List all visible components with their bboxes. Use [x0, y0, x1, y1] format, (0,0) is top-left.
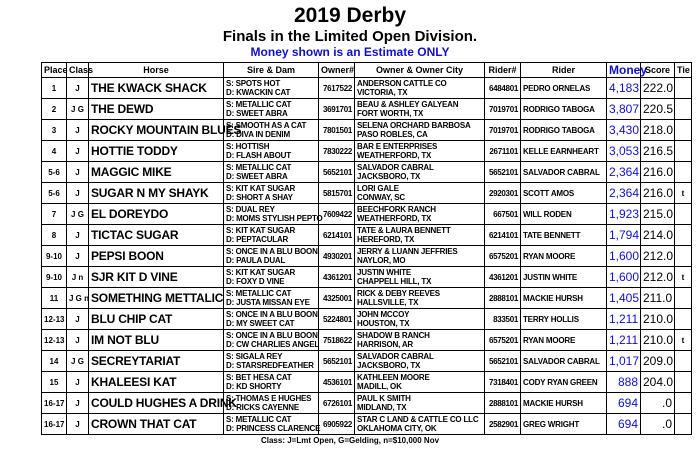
sire-dam-cell-dam: D: SHORT A SHAY — [226, 193, 293, 202]
score-cell: 212.0 — [641, 246, 675, 267]
sire-dam-cell-dam: D: PRINCESS CLARENCE — [226, 424, 321, 433]
sire-dam-cell-dam: D: JUSTA MISSAN EYE — [226, 298, 310, 307]
horse-cell: CROWN THAT CAT — [89, 414, 224, 435]
tie-cell — [675, 393, 692, 414]
table-row — [42, 288, 692, 309]
horse-cell: BLU CHIP CAT — [89, 309, 224, 330]
money-cell: 1,794 — [607, 225, 641, 246]
rider-num-cell: 6214101 — [485, 225, 521, 246]
sire-dam-cell — [224, 246, 319, 267]
rider-cell: SALVADOR CABRAL — [521, 351, 607, 372]
owner-city-cell — [355, 393, 485, 414]
place-cell: 14 — [42, 351, 67, 372]
table-row — [42, 204, 692, 225]
owner-num-cell: 6726101 — [319, 393, 355, 414]
tie-cell — [675, 414, 692, 435]
rider-num-cell: 2582901 — [485, 414, 521, 435]
owner-city-cell-owner: SELENA ORCHARD BARBOSA — [357, 121, 471, 130]
score-cell: 220.5 — [641, 99, 675, 120]
owner-num-cell: 5652101 — [319, 162, 355, 183]
horse-cell: SJR KIT D VINE — [89, 267, 224, 288]
sire-dam-cell-dam: D: DIVA IN DENIM — [226, 130, 290, 139]
rider-num-cell: 5652101 — [485, 351, 521, 372]
owner-city-cell-owner: BEAU & ASHLEY GALYEAN — [357, 100, 459, 109]
tie-cell — [675, 246, 692, 267]
sire-dam-cell-dam: D: KWACKIN CAT — [226, 88, 291, 97]
owner-city-cell — [355, 414, 485, 435]
class-cell: J — [67, 141, 89, 162]
sire-dam-cell-sire: S: HOTTISH — [226, 142, 270, 151]
table-row — [42, 267, 692, 288]
rider-cell: RYAN MOORE — [521, 246, 607, 267]
sire-dam-cell — [224, 204, 323, 225]
place-cell: 9-10 — [42, 267, 67, 288]
owner-num-cell: 4361201 — [319, 267, 355, 288]
owner-num-cell: 5815701 — [319, 183, 355, 204]
owner-city-cell-owner: ANDERSON CATTLE CO — [357, 79, 447, 88]
score-cell: 210.0 — [641, 309, 675, 330]
class-cell: J — [67, 183, 89, 204]
results-table — [41, 62, 692, 435]
score-cell: 216.0 — [641, 162, 675, 183]
owner-city-cell-city: HOUSTON, TX — [357, 319, 410, 328]
sire-dam-cell — [224, 183, 319, 204]
score-cell: .0 — [641, 393, 675, 414]
owner-city-cell — [355, 267, 485, 288]
money-cell: 1,211 — [607, 309, 641, 330]
owner-city-cell-owner: BEECHFORK RANCH — [357, 205, 436, 214]
sire-dam-cell — [224, 78, 319, 99]
owner-city-cell-city: NAYLOR, MO — [357, 256, 406, 265]
owner-city-cell-city: WEATHERFORD, TX — [357, 151, 432, 160]
tie-cell — [675, 99, 692, 120]
rider-num-cell: 667501 — [485, 204, 521, 225]
col-class: Class — [67, 63, 89, 78]
money-cell: 1,600 — [607, 246, 641, 267]
class-cell: J G n — [67, 288, 89, 309]
sire-dam-cell-sire: S: THOMAS E HUGHES — [226, 394, 312, 403]
class-cell: J — [67, 309, 89, 330]
class-cell: J G — [67, 99, 89, 120]
place-cell: 3 — [42, 120, 67, 141]
col-horse: Horse — [89, 63, 224, 78]
money-cell: 1,923 — [607, 204, 641, 225]
rider-cell: SCOTT AMOS — [521, 183, 607, 204]
place-cell: 9-10 — [42, 246, 67, 267]
col-rider: Rider — [521, 63, 607, 78]
sire-dam-cell — [224, 330, 319, 351]
page-subtitle: Finals in the Limited Open Division. — [222, 28, 478, 45]
place-cell: 1 — [42, 78, 67, 99]
class-cell: J — [67, 162, 89, 183]
place-cell: 5-6 — [42, 162, 67, 183]
money-note: Money shown is an Estimate ONLY — [250, 45, 450, 59]
horse-cell: THE KWACK SHACK — [89, 78, 224, 99]
table-row — [42, 141, 692, 162]
owner-city-cell-owner: KATHLEEN MOORE — [357, 373, 430, 382]
sire-dam-cell-dam: D: SWEET ABRA — [226, 109, 288, 118]
rider-num-cell: 7318401 — [485, 372, 521, 393]
money-cell: 1,600 — [607, 267, 641, 288]
rider-cell: PEDRO ORNELAS — [521, 78, 607, 99]
money-cell: 4,183 — [607, 78, 641, 99]
owner-city-cell-owner: JUSTIN WHITE — [357, 268, 412, 277]
score-cell: 211.0 — [641, 288, 675, 309]
owner-city-cell-owner: TATE & LAURA BENNETT — [357, 226, 451, 235]
rider-cell: RODRIGO TABOGA — [521, 120, 607, 141]
col-money: Money — [607, 63, 641, 78]
rider-num-cell: 7019701 — [485, 99, 521, 120]
sire-dam-cell — [224, 372, 319, 393]
owner-num-cell: 4930201 — [319, 246, 355, 267]
class-cell: J — [67, 225, 89, 246]
col-tie: Tie — [675, 63, 692, 78]
sire-dam-cell-sire: S: ONCE IN A BLU BOON — [226, 331, 318, 340]
tie-cell: t — [675, 183, 692, 204]
table-row — [42, 309, 692, 330]
place-cell: 12-13 — [42, 330, 67, 351]
score-cell: .0 — [641, 414, 675, 435]
class-cell: J — [67, 414, 89, 435]
horse-cell: IM NOT BLU — [89, 330, 224, 351]
horse-cell: SECREYTARIAT — [89, 351, 224, 372]
sire-dam-cell-dam: D: MY SWEET CAT — [226, 319, 295, 328]
table-row — [42, 351, 692, 372]
table-row — [42, 246, 692, 267]
table-row — [42, 183, 692, 204]
header-row — [42, 63, 692, 78]
rider-cell: RODRIGO TABOGA — [521, 99, 607, 120]
score-cell: 218.0 — [641, 120, 675, 141]
place-cell: 2 — [42, 99, 67, 120]
tie-cell — [675, 309, 692, 330]
place-cell: 16-17 — [42, 414, 67, 435]
class-cell: J — [67, 372, 89, 393]
sire-dam-cell-sire: S: METALLIC CAT — [226, 289, 292, 298]
owner-city-cell-city: JACKSBORO, TX — [357, 172, 421, 181]
sire-dam-cell — [224, 393, 319, 414]
rider-num-cell: 5652101 — [485, 162, 521, 183]
sire-dam-cell — [224, 162, 319, 183]
class-cell: J — [67, 120, 89, 141]
owner-city-cell — [355, 204, 485, 225]
sire-dam-cell-sire: S: SMOOTH AS A CAT — [226, 121, 307, 130]
owner-city-cell-city: CONWAY, SC — [357, 193, 405, 202]
score-cell: 209.0 — [641, 351, 675, 372]
table-row — [42, 225, 692, 246]
owner-num-cell: 7609422 — [319, 204, 355, 225]
page-title: 2019 Derby — [293, 4, 407, 27]
owner-city-cell — [355, 183, 485, 204]
sire-dam-cell — [224, 351, 319, 372]
sire-dam-cell — [224, 309, 319, 330]
sire-dam-cell — [224, 414, 319, 435]
money-cell: 694 — [607, 414, 641, 435]
tie-cell — [675, 78, 692, 99]
horse-cell: THE DEWD — [89, 99, 224, 120]
sire-dam-cell-dam: D: RICKS CAYENNE — [226, 403, 299, 412]
rider-num-cell: 7019701 — [485, 120, 521, 141]
owner-city-cell — [355, 246, 485, 267]
horse-cell: SUGAR N MY SHAYK — [89, 183, 224, 204]
horse-cell: TICTAC SUGAR — [89, 225, 224, 246]
horse-cell: PEPSI BOON — [89, 246, 224, 267]
col-sire-dam: Sire & Dam — [224, 63, 319, 78]
tie-cell — [675, 141, 692, 162]
tie-cell — [675, 372, 692, 393]
class-cell: J — [67, 393, 89, 414]
owner-city-cell-owner: JOHN MCCOY — [357, 310, 410, 319]
rider-cell: SALVADOR CABRAL — [521, 162, 607, 183]
rider-cell: TATE BENNETT — [521, 225, 607, 246]
owner-city-cell-city: JACKSBORO, TX — [357, 361, 421, 370]
rider-cell: GREG WRIGHT — [521, 414, 607, 435]
owner-city-cell — [355, 99, 485, 120]
owner-city-cell — [355, 162, 485, 183]
owner-num-cell: 7830222 — [319, 141, 355, 162]
sire-dam-cell-sire: S: ONCE IN A BLU BOON — [226, 310, 318, 319]
rider-cell: KELLE EARNHEART — [521, 141, 607, 162]
rider-num-cell: 2920301 — [485, 183, 521, 204]
sire-dam-cell-dam: D: PEPTACULAR — [226, 235, 289, 244]
score-cell: 215.0 — [641, 204, 675, 225]
rider-cell: MACKIE HURSH — [521, 393, 607, 414]
sire-dam-cell-sire: S: METALLIC CAT — [226, 100, 292, 109]
score-cell: 214.0 — [641, 225, 675, 246]
table-row — [42, 393, 692, 414]
money-cell: 3,430 — [607, 120, 641, 141]
money-cell: 1,017 — [607, 351, 641, 372]
sire-dam-cell-dam: D: SWEET ABRA — [226, 172, 288, 181]
sire-dam-cell-sire: S: DUAL REY — [226, 205, 275, 214]
money-cell: 1,405 — [607, 288, 641, 309]
place-cell: 12-13 — [42, 309, 67, 330]
class-cell: J — [67, 78, 89, 99]
owner-num-cell: 4325001 — [319, 288, 355, 309]
class-cell: J — [67, 246, 89, 267]
owner-num-cell: 7617522 — [319, 78, 355, 99]
owner-city-cell-city: PASO ROBLES, CA — [357, 130, 428, 139]
class-cell: J G — [67, 351, 89, 372]
tie-cell — [675, 120, 692, 141]
table-row — [42, 330, 692, 351]
owner-city-cell-owner: RICK & DEBY REEVES — [357, 289, 440, 298]
money-cell: 888 — [607, 372, 641, 393]
owner-num-cell: 3691701 — [319, 99, 355, 120]
owner-num-cell: 5224801 — [319, 309, 355, 330]
rider-num-cell: 6484801 — [485, 78, 521, 99]
owner-city-cell — [355, 78, 485, 99]
score-cell: 212.0 — [641, 267, 675, 288]
owner-city-cell — [355, 225, 485, 246]
score-cell: 216.0 — [641, 183, 675, 204]
sire-dam-cell — [224, 99, 319, 120]
owner-city-cell-owner: LORI GALE — [357, 184, 399, 193]
place-cell: 5-6 — [42, 183, 67, 204]
owner-num-cell: 6214101 — [319, 225, 355, 246]
rider-cell: CODY RYAN GREEN — [521, 372, 607, 393]
table-row — [42, 372, 692, 393]
sire-dam-cell-sire: S: SPOTS HOT — [226, 79, 281, 88]
sire-dam-cell-dam: D: CW CHARLIES ANGEL — [226, 340, 320, 349]
tie-cell — [675, 204, 692, 225]
owner-city-cell-owner: STAR C LAND & CATTLE CO LLC — [357, 415, 479, 424]
rider-num-cell: 2888101 — [485, 288, 521, 309]
place-cell: 7 — [42, 204, 67, 225]
col-owner-num: Owner# — [319, 63, 355, 78]
class-legend: Class: J=Lmt Open, G=Gelding, n=$10,000 Nov — [260, 436, 440, 445]
money-cell: 2,364 — [607, 162, 641, 183]
sire-dam-cell — [224, 288, 319, 309]
sire-dam-cell-dam: D: STARSREDFEATHER — [226, 361, 314, 370]
horse-cell: EL DOREYDO — [89, 204, 224, 225]
table-row — [42, 99, 692, 120]
horse-cell: ROCKY MOUNTAIN BLUES — [89, 120, 224, 141]
rider-num-cell: 6575201 — [485, 246, 521, 267]
rider-num-cell: 6575201 — [485, 330, 521, 351]
owner-city-cell-owner: PAUL K SMITH — [357, 394, 411, 403]
place-cell: 8 — [42, 225, 67, 246]
money-cell: 694 — [607, 393, 641, 414]
owner-num-cell: 7801501 — [319, 120, 355, 141]
col-score: Score — [641, 63, 675, 78]
owner-city-cell-owner: SALVADOR CABRAL — [357, 163, 434, 172]
sire-dam-cell — [224, 120, 319, 141]
sire-dam-cell-sire: S: METALLIC CAT — [226, 163, 292, 172]
sire-dam-cell-sire: S: ONCE IN A BLU BOON — [226, 247, 318, 256]
score-cell: 222.0 — [641, 78, 675, 99]
score-cell: 204.0 — [641, 372, 675, 393]
tie-cell: t — [675, 267, 692, 288]
sire-dam-cell — [224, 141, 319, 162]
money-cell: 3,053 — [607, 141, 641, 162]
owner-city-cell-owner: BAR E ENTERPRISES — [357, 142, 438, 151]
col-rider-num: Rider# — [485, 63, 521, 78]
sire-dam-cell-sire: S: METALLIC CAT — [226, 415, 292, 424]
owner-city-cell-city: CHAPPELL HILL, TX — [357, 277, 432, 286]
horse-cell: MAGGIC MIKE — [89, 162, 224, 183]
col-owner-city: Owner & Owner City — [355, 63, 485, 78]
owner-city-cell-city: HALLSVILLE, TX — [357, 298, 419, 307]
rider-cell: MACKIE HURSH — [521, 288, 607, 309]
sire-dam-cell-dam: D: FOXY D VINE — [226, 277, 285, 286]
table-row — [42, 414, 692, 435]
sire-dam-cell-sire: S: BET HESA CAT — [226, 373, 292, 382]
sire-dam-cell-sire: S: SIGALA REY — [226, 352, 283, 361]
money-cell: 2,364 — [607, 183, 641, 204]
rider-cell: JUSTIN WHITE — [521, 267, 607, 288]
sire-dam-cell — [224, 267, 319, 288]
owner-city-cell — [355, 309, 485, 330]
score-cell: 216.5 — [641, 141, 675, 162]
owner-city-cell — [355, 120, 485, 141]
rider-cell: TERRY HOLLIS — [521, 309, 607, 330]
sire-dam-cell-sire: S: KIT KAT SUGAR — [226, 226, 296, 235]
owner-city-cell-city: WEATHERFORD, TX — [357, 214, 432, 223]
tie-cell — [675, 162, 692, 183]
money-cell: 1,211 — [607, 330, 641, 351]
owner-city-cell-owner: SHADOW B RANCH — [357, 331, 430, 340]
tie-cell — [675, 288, 692, 309]
rider-num-cell: 833501 — [485, 309, 521, 330]
owner-num-cell: 4536101 — [319, 372, 355, 393]
tie-cell — [675, 225, 692, 246]
owner-city-cell — [355, 141, 485, 162]
table-row — [42, 78, 692, 99]
rider-cell: RYAN MOORE — [521, 330, 607, 351]
place-cell: 4 — [42, 141, 67, 162]
owner-city-cell-owner: SALVADOR CABRAL — [357, 352, 434, 361]
place-cell: 16-17 — [42, 393, 67, 414]
class-cell: J — [67, 330, 89, 351]
rider-cell: WILL RODEN — [521, 204, 607, 225]
horse-cell: KHALEESI KAT — [89, 372, 224, 393]
rider-num-cell: 4361201 — [485, 267, 521, 288]
owner-city-cell-city: MADILL, OK — [357, 382, 402, 391]
tie-cell: t — [675, 330, 692, 351]
place-cell: 11 — [42, 288, 67, 309]
horse-cell: SOMETHING METTALIC — [89, 288, 224, 309]
owner-num-cell: 5652101 — [319, 351, 355, 372]
sire-dam-cell-dam: D: MOMS STYLISH PEPTO — [226, 214, 323, 223]
owner-city-cell — [355, 372, 485, 393]
owner-city-cell-city: MIDLAND, TX — [357, 403, 407, 412]
sire-dam-cell-sire: S: KIT KAT SUGAR — [226, 268, 296, 277]
owner-city-cell-city: FORT WORTH, TX — [357, 109, 424, 118]
owner-city-cell-city: OKLAHOMA CITY, OK — [357, 424, 437, 433]
sire-dam-cell-dam: D: PAULA DUAL — [226, 256, 286, 265]
owner-city-cell-city: HARRISON, AR — [357, 340, 413, 349]
sire-dam-cell-sire: S: KIT KAT SUGAR — [226, 184, 296, 193]
score-cell: 210.0 — [641, 330, 675, 351]
money-cell: 3,807 — [607, 99, 641, 120]
owner-num-cell: 7518622 — [319, 330, 355, 351]
sire-dam-cell — [224, 225, 319, 246]
sire-dam-cell-dam: D: KD SHORTY — [226, 382, 282, 391]
table-row — [42, 162, 692, 183]
owner-city-cell — [355, 351, 485, 372]
tie-cell — [675, 351, 692, 372]
rider-num-cell: 2671101 — [485, 141, 521, 162]
place-cell: 15 — [42, 372, 67, 393]
sire-dam-cell-dam: D: FLASH ABOUT — [226, 151, 291, 160]
horse-cell: COULD HUGHES A DRINK — [89, 393, 224, 414]
class-cell: J G — [67, 204, 89, 225]
horse-cell: HOTTIE TODDY — [89, 141, 224, 162]
owner-city-cell — [355, 330, 485, 351]
owner-num-cell: 6905922 — [319, 414, 355, 435]
owner-city-cell-city: HEREFORD, TX — [357, 235, 415, 244]
col-place: Place — [42, 63, 67, 78]
class-cell: J n — [67, 267, 89, 288]
table-row — [42, 120, 692, 141]
owner-city-cell-owner: JERRY & LUANN JEFFRIES — [357, 247, 458, 256]
owner-city-cell — [355, 288, 485, 309]
rider-num-cell: 2888101 — [485, 393, 521, 414]
owner-city-cell-city: VICTORIA, TX — [357, 88, 408, 97]
